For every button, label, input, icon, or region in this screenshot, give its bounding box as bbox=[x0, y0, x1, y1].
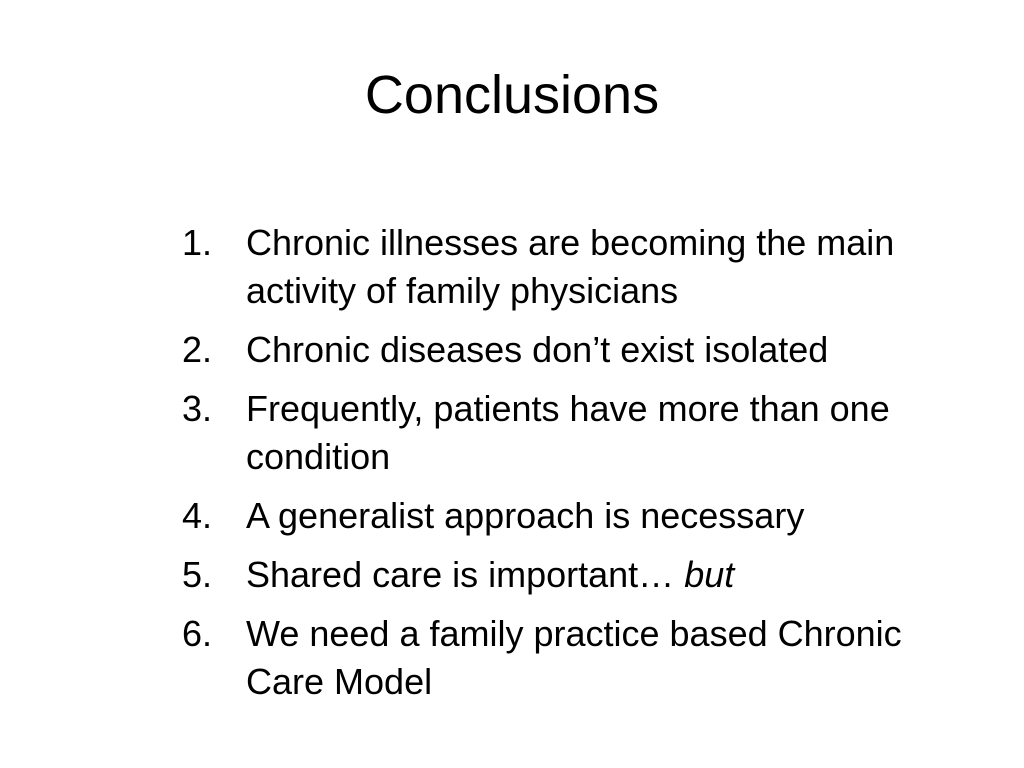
item-text-main: Shared care is important… bbox=[246, 554, 685, 595]
list-item bbox=[182, 219, 982, 315]
item-text: Chronic diseases don’t exist isolated bbox=[246, 329, 829, 370]
slide-title: Conclusions bbox=[364, 65, 660, 125]
item-number: 2. bbox=[182, 329, 213, 370]
item-number: 6. bbox=[182, 613, 213, 654]
list-item bbox=[182, 385, 982, 481]
item-number: 5. bbox=[182, 554, 213, 595]
item-text bbox=[246, 554, 734, 595]
list-item bbox=[182, 551, 982, 599]
item-text-emphasis: but bbox=[684, 554, 735, 595]
conclusions-list bbox=[182, 219, 982, 717]
item-text: Chronic illnesses are becoming the main activity of family physicians bbox=[246, 222, 895, 311]
list-item bbox=[182, 492, 982, 540]
item-number: 4. bbox=[182, 495, 213, 536]
item-number: 3. bbox=[182, 388, 213, 429]
list-item bbox=[182, 610, 982, 706]
item-number: 1. bbox=[182, 222, 213, 263]
item-text: Frequently, patients have more than one condition bbox=[246, 388, 890, 477]
list-item bbox=[182, 326, 982, 374]
item-text: We need a family practice based Chronic Care Model bbox=[246, 613, 902, 702]
item-text: A generalist approach is necessary bbox=[246, 495, 805, 536]
